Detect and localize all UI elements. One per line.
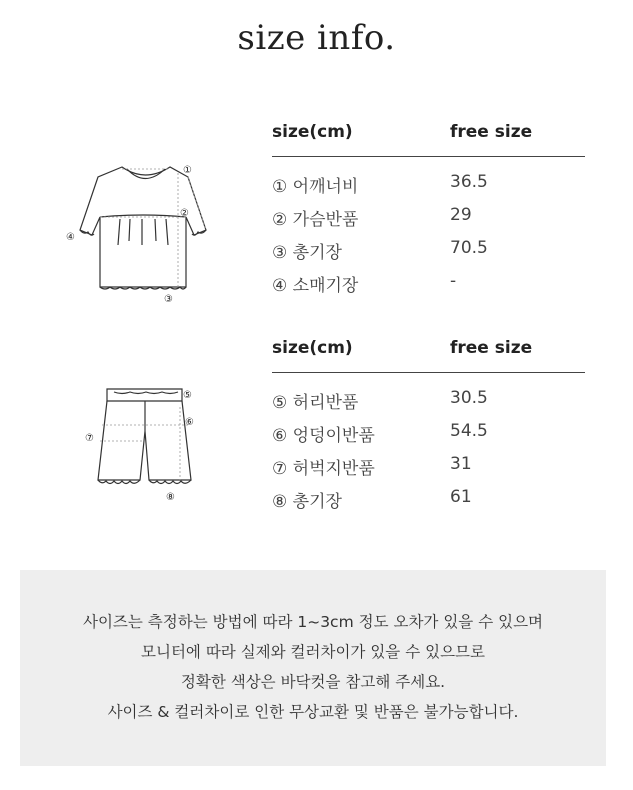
notice-line: 사이즈는 측정하는 방법에 따라 1~3cm 정도 오차가 있을 수 있으며 bbox=[82, 613, 544, 631]
table-row bbox=[272, 264, 585, 297]
notice-box bbox=[20, 570, 606, 766]
table-header bbox=[272, 120, 585, 157]
page-title: size info. bbox=[237, 18, 396, 58]
marker-4: ④ bbox=[66, 232, 75, 243]
marker-8: ⑧ bbox=[166, 492, 175, 503]
header-size: size(cm) bbox=[272, 338, 353, 358]
table-row bbox=[272, 165, 585, 198]
table-row bbox=[272, 414, 585, 447]
table-row bbox=[272, 381, 585, 414]
table-row bbox=[272, 480, 585, 513]
marker-1: ① bbox=[183, 165, 192, 176]
row-label: ② 가슴반품 bbox=[272, 210, 359, 230]
row-label: ⑤ 허리반품 bbox=[272, 393, 359, 413]
row-value: 54.5 bbox=[450, 421, 488, 441]
notice-line: 모니터에 따라 실제와 컬러차이가 있을 수 있으므로 bbox=[141, 643, 485, 661]
row-value: 70.5 bbox=[450, 238, 488, 258]
notice-line: 사이즈 & 컬러차이로 인한 무상교환 및 반품은 불가능합니다. bbox=[107, 703, 519, 721]
top-garment-diagram bbox=[60, 155, 210, 305]
table-row bbox=[272, 198, 585, 231]
header-free-size: free size bbox=[450, 338, 533, 358]
marker-5: ⑤ bbox=[183, 390, 192, 401]
shorts-diagram bbox=[82, 383, 202, 508]
table-header bbox=[272, 336, 585, 373]
table-row bbox=[272, 447, 585, 480]
marker-7: ⑦ bbox=[85, 433, 94, 444]
marker-3: ③ bbox=[164, 294, 173, 305]
row-label: ⑥ 엉덩이반품 bbox=[272, 426, 375, 446]
row-label: ④ 소매기장 bbox=[272, 276, 359, 296]
header-size: size(cm) bbox=[272, 122, 353, 142]
row-label: ① 어깨너비 bbox=[272, 177, 359, 197]
row-value: 29 bbox=[450, 205, 472, 225]
notice-line: 정확한 색상은 바닥컷을 참고해 주세요. bbox=[180, 673, 446, 691]
marker-6: ⑥ bbox=[185, 417, 194, 428]
row-label: ③ 총기장 bbox=[272, 243, 342, 263]
row-value: - bbox=[450, 271, 457, 291]
row-value: 61 bbox=[450, 487, 472, 507]
table-row bbox=[272, 231, 585, 264]
top-size-table bbox=[272, 120, 585, 297]
row-label: ⑦ 허벅지반품 bbox=[272, 459, 375, 479]
row-value: 31 bbox=[450, 454, 472, 474]
row-value: 30.5 bbox=[450, 388, 488, 408]
marker-2: ② bbox=[180, 208, 189, 219]
header-free-size: free size bbox=[450, 122, 533, 142]
row-label: ⑧ 총기장 bbox=[272, 492, 342, 512]
row-value: 36.5 bbox=[450, 172, 488, 192]
bottom-size-table bbox=[272, 336, 585, 513]
